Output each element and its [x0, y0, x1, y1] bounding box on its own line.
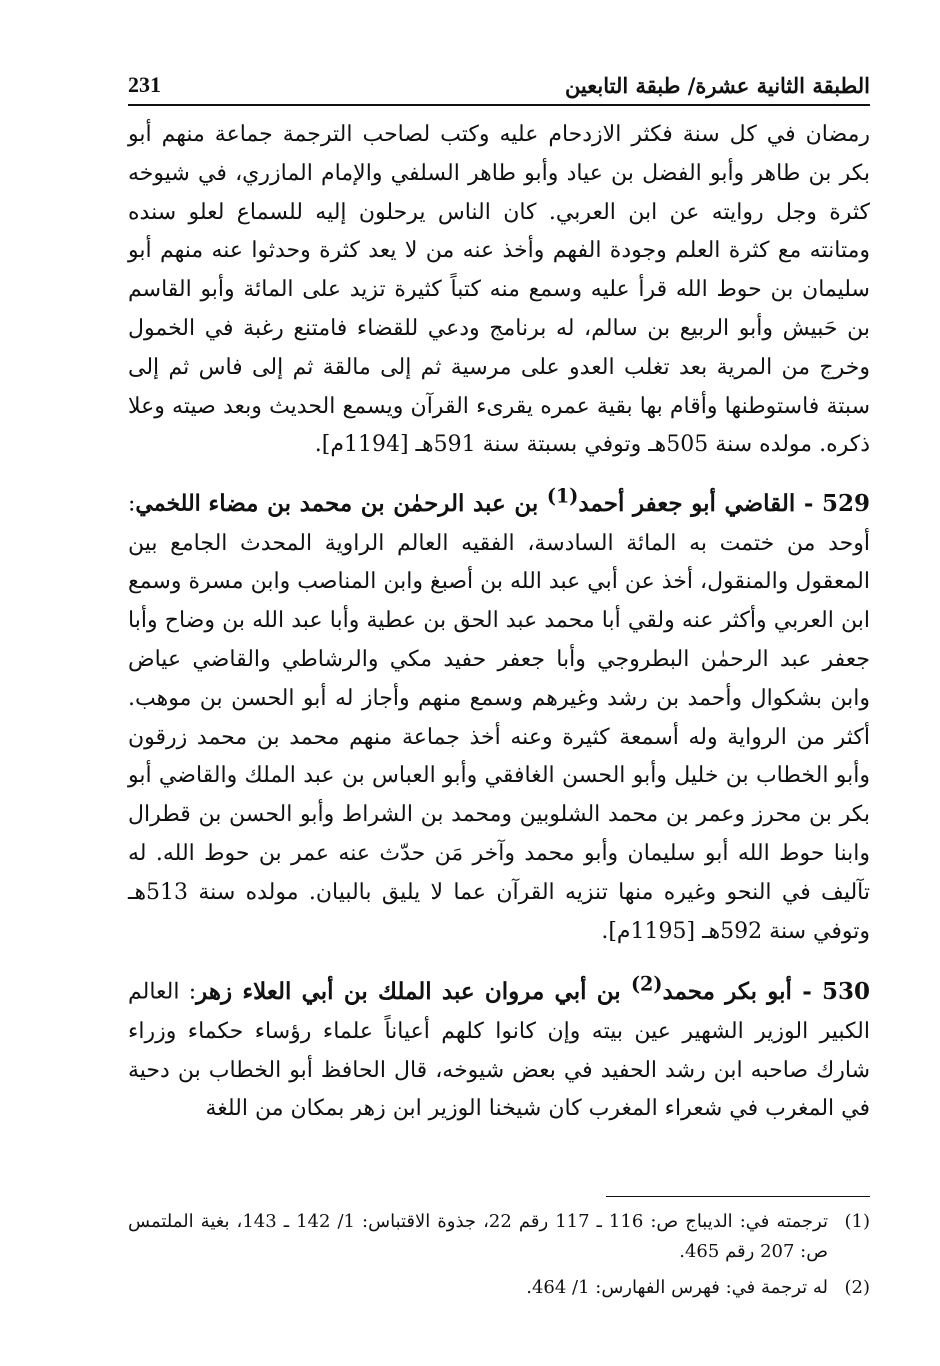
entry-529-body: : أوحد من ختمت به المائة السادسة، الفقيه العالم الراوية المحدث الجامع بين المعقول والمنقول، أخذ عن أبي عبد الله بن أصبغ وابن المناصب وابن مسرة وسمع ابن العربي وأكثر عنه ولقي أبا محمد عبد الحق بن عطية وأبا عبد الله بن وضاح وأبا جعفر عبد الرحمٰن البطروجي وأبا جعفر حفيد مكي والرشاطي والقاضي عياض وابن بشكوال وأحمد بن رشد وغيرهم وسمع منهم وأجاز له أبو الحسن بن موهب. أكثر من الرواية وله أسمعة كثيرة وعنه أخذ جماعة منهم محمد بن محمد زرقون وأبو الخطاب بن خليل وأبو الحسن الغافقي وأبو العباس بن عبد الملك والقاضي أبو بكر بن محرز وعمر بن محمد الشلوبين ومحمد بن الشراط وأبو الحسن بن قطرال وابنا حوط الله أبو سليمان وأبو محمد وآخر مَن حدّث عنه عمر بن حوط الله. له تآليف في النحو وغيره منها تنزيه القرآن عما لا يليق بالبيان. مولده سنة 513هـ وتوفي سنة 592هـ [1195م].: [128, 491, 870, 944]
footnote-text: ترجمته في: الديباج ص: 116 ـ 117 رقم 22، جذوة الاقتباس: 1/ 142 ـ 143، بغية الملتمس ص: 207 رقم 465.: [128, 1211, 829, 1262]
footnote-ref-1[interactable]: (1): [546, 484, 579, 508]
footnote-ref-2[interactable]: (2): [630, 972, 663, 996]
entry-530-name: بن أبي مروان عبد الملك بن أبي العلاء زهر: [196, 978, 631, 1006]
footnote-number: (1): [844, 1211, 870, 1232]
entry-530-heading: [196, 972, 871, 1006]
entry-529: [128, 477, 870, 951]
footnote-1: [128, 1207, 870, 1267]
page-header: [128, 64, 870, 106]
entry-530-body: : العالم الكبير الوزير الشهير عين بيته وإن كانوا كلهم أعياناً علماء رؤساء حكماء وزراء شارك صاحبه ابن رشد الحفيد في بعض شيوخه، قال الحافظ أبو الخطاب بن دحية في المغرب في شعراء المغرب كان شيخنا الوزير ابن زهر بمكان من اللغة: [128, 980, 870, 1122]
main-text: [128, 116, 870, 1129]
entry-529-nisba: اللخمي: [135, 490, 201, 517]
entry-530-title: 530 - أبو بكر محمد: [662, 978, 871, 1006]
entry-530: [128, 965, 870, 1129]
page-number: 231: [128, 72, 161, 97]
running-title: الطبقة الثانية عشرة/ طبقة التابعين: [564, 73, 870, 98]
footnote-number: (2): [844, 1277, 870, 1298]
entry-529-title: 529 - القاضي أبو جعفر أحمد: [578, 489, 870, 517]
footnote-text: له ترجمة في: فهرس الفهارس: 1/ 464.: [526, 1277, 828, 1298]
entry-529-heading: [208, 484, 870, 517]
entry-529-name: بن عبد الرحمٰن بن محمد بن مضاء: [208, 489, 547, 517]
footnote-divider: [606, 1196, 870, 1197]
footnotes: [128, 1207, 870, 1309]
footnote-2: [128, 1273, 870, 1303]
entry-528-continuation: رمضان في كل سنة فكثر الازدحام عليه وكتب لصاحب الترجمة جماعة منهم أبو بكر بن طاهر وأبو الفضل بن عياد وأبو طاهر السلفي والإمام المازري، في شيوخه كثرة وجل روايته عن ابن العربي. كان الناس يرحلون إليه للسماع لعلو سنده ومتانته مع كثرة العلم وجودة الفهم وأخذ عنه من لا يعد كثرة وحدثوا عنه منهم أبو سليمان بن حوط الله قرأ عليه وسمع منه كتباً كثيرة تزيد على المائة وأبو القاسم بن حَبيش وأبو الربيع بن سالم، له برنامج ودعي للقضاء فامتنع رغبة في الخمول وخرج من المرية بعد تغلب العدو على مرسية ثم إلى مالقة ثم إلى فاس ثم إلى سبتة فاستوطنها وأقام بها بقية عمره يقرىء القرآن ويسمع الحديث وبعد صيته وعلا ذكره. مولده سنة 505هـ وتوفي بسبتة سنة 591هـ [1194م].: [128, 122, 870, 458]
